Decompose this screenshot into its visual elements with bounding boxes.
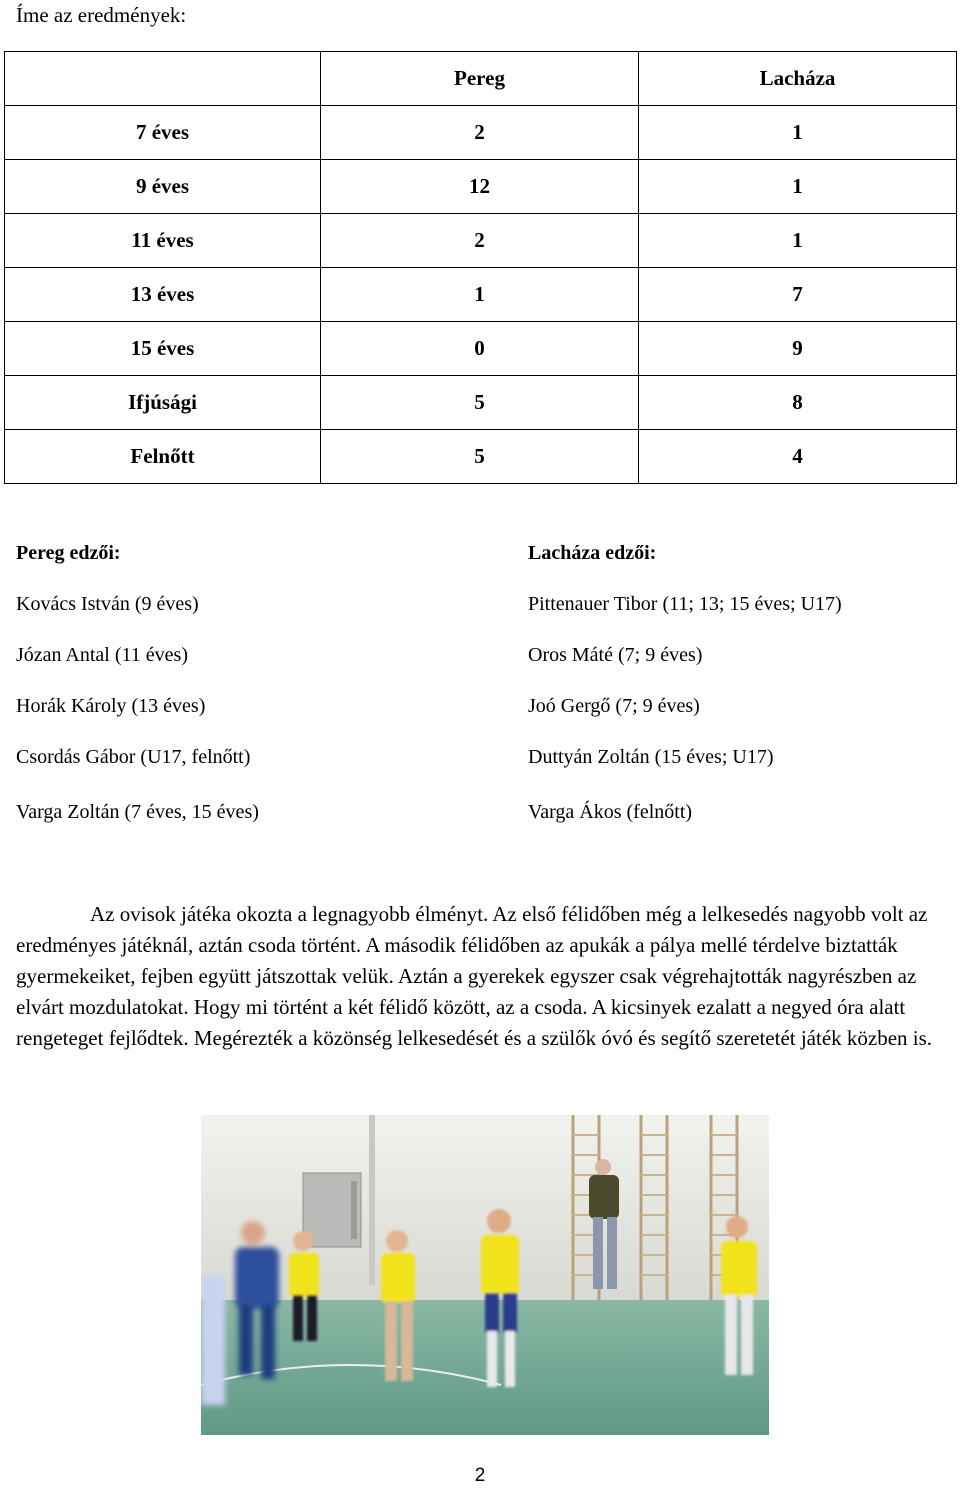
row-category: 11 éves xyxy=(5,214,321,268)
row-lachaza-score: 8 xyxy=(639,376,957,430)
row-lachaza-score: 4 xyxy=(639,430,957,484)
list-item: Csordás Gábor (U17, felnőtt) xyxy=(16,746,251,768)
row-pereg-score: 1 xyxy=(321,268,639,322)
row-lachaza-score: 1 xyxy=(639,214,957,268)
row-pereg-score: 5 xyxy=(321,376,639,430)
table-row xyxy=(5,214,957,268)
row-category: 7 éves xyxy=(5,106,321,160)
list-item: Varga Zoltán (7 éves, 15 éves) xyxy=(16,801,259,823)
row-category: 13 éves xyxy=(5,268,321,322)
pereg-coaches-list xyxy=(16,541,259,851)
table-row xyxy=(5,322,957,376)
header-lachaza: Lacháza xyxy=(639,52,957,106)
match-photo xyxy=(201,1115,769,1435)
lachaza-coaches-title: Lacháza edzői: xyxy=(528,542,657,564)
list-item: Duttyán Zoltán (15 éves; U17) xyxy=(528,746,774,768)
row-pereg-score: 0 xyxy=(321,322,639,376)
row-lachaza-score: 1 xyxy=(639,106,957,160)
row-category: 9 éves xyxy=(5,160,321,214)
header-category xyxy=(5,52,321,106)
table-row xyxy=(5,268,957,322)
lachaza-coaches-list xyxy=(528,541,842,851)
table-row xyxy=(5,430,957,484)
row-pereg-score: 12 xyxy=(321,160,639,214)
row-pereg-score: 2 xyxy=(321,214,639,268)
list-item: Joó Gergő (7; 9 éves) xyxy=(528,695,700,717)
list-item: Oros Máté (7; 9 éves) xyxy=(528,644,703,666)
pereg-coaches-title: Pereg edzői: xyxy=(16,542,121,564)
list-item: Kovács István (9 éves) xyxy=(16,593,199,615)
table-header-row xyxy=(5,52,957,106)
row-lachaza-score: 9 xyxy=(639,322,957,376)
row-lachaza-score: 1 xyxy=(639,160,957,214)
results-table xyxy=(4,51,957,484)
list-item: Pittenauer Tibor (11; 13; 15 éves; U17) xyxy=(528,593,842,615)
row-lachaza-score: 7 xyxy=(639,268,957,322)
row-category: Felnőtt xyxy=(5,430,321,484)
table-row xyxy=(5,106,957,160)
intro-text: Íme az eredmények: xyxy=(16,3,187,27)
row-category: Ifjúsági xyxy=(5,376,321,430)
row-pereg-score: 5 xyxy=(321,430,639,484)
list-item: Józan Antal (11 éves) xyxy=(16,644,188,666)
table-row xyxy=(5,376,957,430)
list-item: Horák Károly (13 éves) xyxy=(16,695,206,717)
list-item: Varga Ákos (felnőtt) xyxy=(528,801,693,823)
header-pereg: Pereg xyxy=(321,52,639,106)
row-pereg-score: 2 xyxy=(321,106,639,160)
table-row xyxy=(5,160,957,214)
page-number: 2 xyxy=(474,1465,486,1486)
article-paragraph: Az ovisok játéka okozta a legnagyobb élményt. Az első félidőben még a lelkesedés nagyobb volt az eredményes játéknál, aztán csoda történt. A második félidőben az apukák a pálya mellé térdelve biztatták gyermekeiket, fejben együtt játszottak velük. Aztán a gyerekek egyszer csak végrehajtották nagyrészben az elvárt mozdulatokat. Hogy mi történt a két félidő között, az a csoda. A kicsinyek ezalatt a negyed óra alatt rengeteget fejlődtek. Megérezték a közönség lelkesedését és a szülők óvó és segítő szeretetét játék közben is. xyxy=(16,902,933,1050)
row-category: 15 éves xyxy=(5,322,321,376)
